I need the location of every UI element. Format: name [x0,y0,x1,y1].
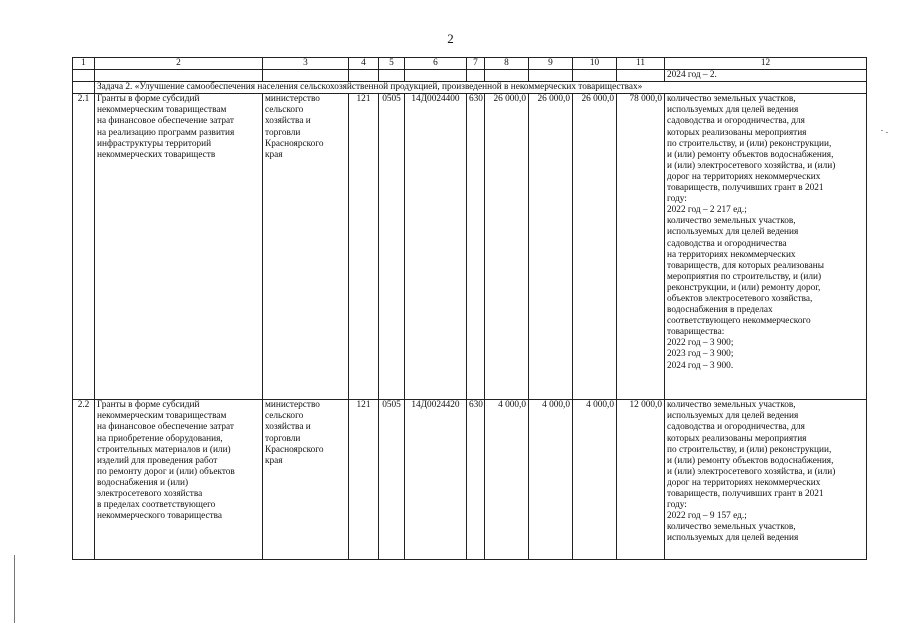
activity-name: Гранты в форме субсидий некоммерческим товариществам на финансовое обеспечение затрат на реализацию программ развития инфраструктуры территорий некоммерческих товариществ [95,94,263,400]
grbs-code: 121 [349,94,379,400]
header-cell: 3 [263,58,349,70]
header-cell: 1 [73,58,95,70]
executor: министерство сельского хозяйства и торговли Красноярского края [263,400,349,560]
header-cell: 11 [617,58,665,70]
header-cell: 7 [467,58,485,70]
activity-name: Гранты в форме субсидий некоммерческим товариществам на финансовое обеспечение затрат на приобретение оборудования, строительных материалов и (или) изделий для проведения работ по ремонту дорог и (или) объектов водоснабжения и (или) электросетевого хозяйства в пределах соответствующего некоммерческого товарищества [95,400,263,560]
header-cell: 12 [665,58,867,70]
page-number: 2 [447,31,454,46]
amount-total: 78 000,0 [617,94,665,400]
expected-result: количество земельных участков, используемых для целей ведения садоводства и огородничества, для которых реализованы мероприятия по строительству, и (или) реконструкции, и (или) ремонту объектов водоснабжения, и (или) электросетевого хозяйства, и (или) дорог на территориях некоммерческих товариществ, получивших грант в 2021 году: 2022 год – 9 157 ед.; количество земельных участков, используемых для целей ведения [665,400,867,560]
rzpr-code: 0505 [379,94,405,400]
header-cell: 8 [485,58,529,70]
grbs-code: 121 [349,400,379,560]
table-row [73,400,867,560]
scan-speck [886,132,888,133]
header-row [73,58,867,70]
amount-2022: 26 000,0 [485,94,529,400]
csr-code: 14Д0024420 [405,400,467,560]
vr-code: 630 [467,400,485,560]
amount-total: 12 000,0 [617,400,665,560]
amount-2024: 26 000,0 [573,94,617,400]
expected-result: количество земельных участков, используемых для целей ведения садоводства и огородничества, для которых реализованы мероприятия по строительству, и (или) реконструкции, и (или) ремонту объектов водоснабжения, и (или) электросетевого хозяйства, и (или) дорог на территориях некоммерческих товариществ, получивших грант в 2021 году: 2022 год – 2 217 ед.; количество земельных участков, используемых для целей ведения садоводства и огородничества на территориях некоммерческих товариществ, для которых реализованы мероприятия по строительству, и (или) реконструкции, и (или) ремонту дорог, объектов электросетевого хозяйства, водоснабжения в пределах соответствующего некоммерческого товарищества: 2022 год – 3 900; 2023 год – 3 900; 2024 год – 3 900. [665,94,867,400]
carry-over-result: 2024 год – 2. [665,70,867,82]
amount-2022: 4 000,0 [485,400,529,560]
scan-margin-line [14,555,15,623]
amount-2023: 26 000,0 [529,94,573,400]
carry-over-row [73,70,867,82]
rzpr-code: 0505 [379,400,405,560]
executor: министерство сельского хозяйства и торговли Красноярского края [263,94,349,400]
header-cell: 10 [573,58,617,70]
vr-code: 630 [467,94,485,400]
scan-speck [881,130,883,131]
amount-2023: 4 000,0 [529,400,573,560]
header-cell: 9 [529,58,573,70]
header-cell: 6 [405,58,467,70]
row-number: 2.2 [73,400,95,560]
program-activities-table [72,57,867,560]
table-row [73,94,867,400]
task-row [73,82,867,94]
row-number: 2.1 [73,94,95,400]
header-cell: 2 [95,58,263,70]
header-cell: 4 [349,58,379,70]
amount-2024: 4 000,0 [573,400,617,560]
csr-code: 14Д0024400 [405,94,467,400]
task-title: Задача 2. «Улучшение самообеспечения населения сельскохозяйственной продукцией, произведенной в некоммерческих товариществах» [95,82,867,94]
header-cell: 5 [379,58,405,70]
